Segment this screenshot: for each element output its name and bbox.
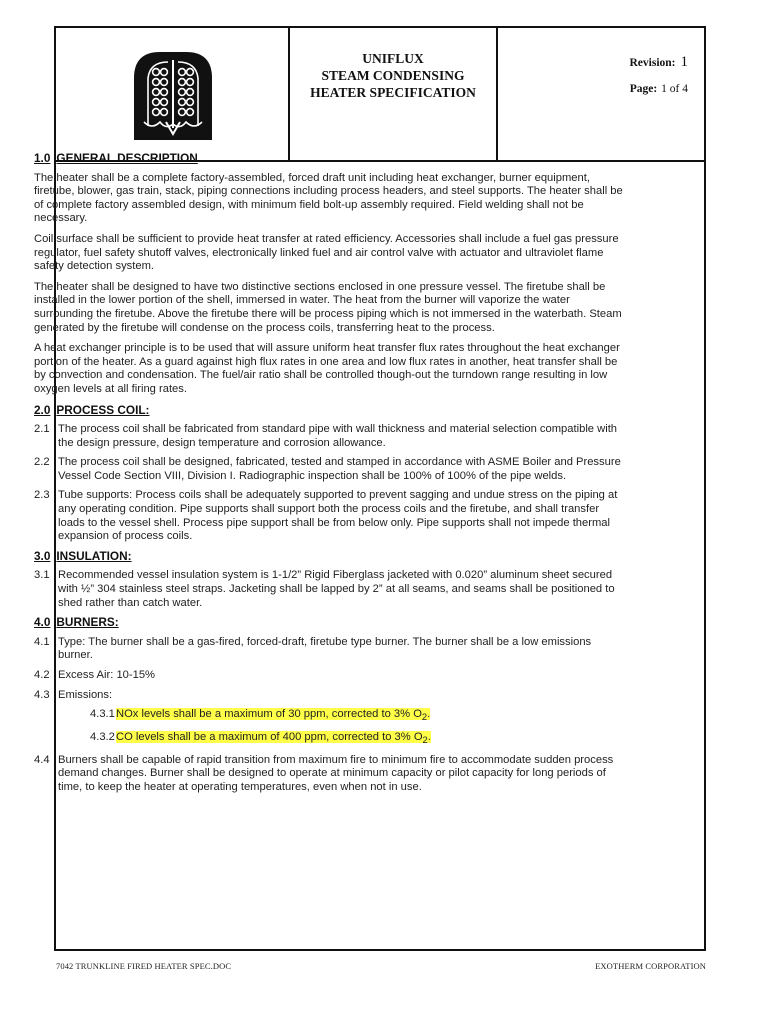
item-number: 3.1 bbox=[34, 569, 50, 582]
title-line-1: UNIFLUX bbox=[362, 51, 424, 66]
list-item bbox=[34, 569, 624, 610]
section-heading-burners bbox=[34, 616, 624, 630]
item-text: The process coil shall be fabricated from standard pipe with wall thickness and material selection compatible with the design pressure, design temperature and corrosion allowance. bbox=[58, 423, 618, 449]
item-text: NOx levels shall be a maximum of 30 ppm, corrected to 3% O bbox=[116, 708, 422, 721]
sub-list-item bbox=[34, 731, 624, 748]
item-text: Burners shall be capable of rapid transition from maximum fire to minimum fire to accommodate sudden process demand changes. Burner shall be designed to operate at minimum capacity or pilot capacity for long periods of time, to keep the heater at operating temperatures, even when not in use. bbox=[58, 753, 614, 794]
revision-value: 1 bbox=[680, 54, 688, 70]
item-number: 4.1 bbox=[34, 635, 50, 648]
list-item bbox=[34, 636, 624, 663]
paragraph: A heat exchanger principle is to be used that will assure uniform heat transfer flux rates throughout the heat exchanger portion of the heater. As a guard against high flux rates in one area and low flux rates in another, heat transfer shall be by convection and condensation. The fuel/air ratio shall be controlled though-out the turndown range resulting in low oxygen levels at all firing rates. bbox=[34, 342, 620, 395]
item-number: 4.2 bbox=[34, 669, 50, 681]
page-value: 1 of 4 bbox=[661, 83, 688, 95]
item-text: Type: The burner shall be a gas-fired, forced-draft, firetube type burner. The burner shall be a low emissions burner. bbox=[58, 635, 592, 662]
meta-cell bbox=[498, 28, 704, 160]
section-heading-process-coil bbox=[34, 404, 624, 418]
item-tail: . bbox=[427, 731, 431, 744]
coil-logo-icon bbox=[130, 48, 216, 144]
item-text: The process coil shall be designed, fabricated, tested and stamped in accordance with ASME Boiler and Pressure Vessel Code Section VIII, Division I. Radiographic inspection shall be 100% of 100% of the pipe welds. bbox=[58, 456, 621, 482]
section-title: BURNERS: bbox=[56, 615, 119, 630]
item-number: 2.3 bbox=[34, 489, 50, 502]
item-text: Recommended vessel insulation system is 1-1/2” Rigid Fiberglass jacketed with 0.020” aluminum sheet secured with ½” 304 stainless steel straps. Jacketing shall be lapped by 2” at all seams, and seams shall be positioned to shed rather than catch water. bbox=[58, 569, 615, 609]
footer-company: EXOTHERM CORPORATION bbox=[595, 961, 706, 971]
item-tail: . bbox=[427, 708, 431, 721]
footer-filename: 7042 TRUNKLINE FIRED HEATER SPEC.DOC bbox=[56, 961, 232, 971]
title-line-2: STEAM CONDENSING bbox=[321, 68, 465, 83]
highlighted-text bbox=[116, 731, 431, 746]
highlighted-text bbox=[116, 708, 431, 723]
list-item bbox=[34, 754, 624, 795]
paragraph: Coil surface shall be sufficient to provide heat transfer at rated efficiency. Accessories shall include a fuel gas pressure regulator, fuel safety shutoff valves, electronically linked fuel and air control valve with actuator and ultraviolet flame safety detection system. bbox=[34, 232, 619, 273]
title-cell bbox=[290, 28, 498, 160]
item-number: 4.3.1 bbox=[90, 708, 115, 721]
section-title: GENERAL DESCRIPTION bbox=[56, 151, 198, 165]
item-number: 2.2 bbox=[34, 456, 50, 469]
list-item bbox=[34, 489, 624, 543]
spec-header bbox=[56, 28, 704, 162]
section-number: 4.0 bbox=[34, 615, 51, 630]
subscript: 2 bbox=[421, 712, 428, 723]
list-item bbox=[34, 423, 624, 450]
section-title: INSULATION: bbox=[56, 548, 132, 563]
item-text: CO levels shall be a maximum of 400 ppm, corrected to 3% O bbox=[116, 731, 423, 744]
section-title: PROCESS COIL: bbox=[56, 402, 150, 417]
revision-label: Revision: bbox=[629, 57, 676, 69]
item-number: 4.3 bbox=[34, 688, 50, 701]
page-label: Page: bbox=[629, 83, 658, 95]
list-item bbox=[34, 669, 624, 683]
title-line-3: HEATER SPECIFICATION bbox=[310, 85, 476, 100]
paragraph: The heater shall be a complete factory-assembled, forced draft unit including heat exchanger, burner equipment, firetube, blower, gas train, stack, piping connections including process headers, and steel supports. The heater shall be of complete factory assembled design, with minimum field bolt-up assembly required. Field welding shall not be necessary. bbox=[34, 171, 623, 225]
subscript: 2 bbox=[422, 735, 428, 746]
paragraph: The heater shall be designed to have two distinctive sections enclosed in one pressure vessel. The firetube shall be installed in the lower portion of the shell, immersed in water. The heat from the burner will vaporize the water surrounding the firetube. Above the firetube there will be process piping which is not immersed in the waterbath. Steam generated by the firetube will condense on the process coils, transferring heat to the process. bbox=[34, 280, 622, 334]
revision-row bbox=[630, 54, 689, 71]
item-number: 4.3.2 bbox=[90, 731, 115, 744]
item-number: 2.1 bbox=[34, 423, 50, 436]
item-text: Tube supports: Process coils shall be adequately supported to prevent sagging and undue stress on the piping at any operating condition. Pipe supports shall support both the process coils and the firetube, and shall transfer loads to the vessel shell. Process pipe support shall be from below only. Pipe supports shall not impede thermal expansion of process coils. bbox=[58, 489, 618, 543]
section-number: 2.0 bbox=[34, 402, 51, 417]
section-number: 3.0 bbox=[34, 548, 51, 563]
page-row bbox=[630, 83, 688, 95]
logo-cell bbox=[56, 28, 290, 160]
list-item bbox=[34, 456, 624, 483]
item-number: 4.4 bbox=[34, 753, 50, 766]
section-heading-general bbox=[34, 152, 624, 166]
document-title bbox=[290, 50, 496, 101]
list-item bbox=[34, 689, 624, 703]
item-text: Emissions: bbox=[58, 688, 113, 701]
section-heading-insulation bbox=[34, 550, 624, 564]
item-text: Excess Air: 10-15% bbox=[58, 669, 155, 681]
sub-list-item bbox=[34, 708, 624, 725]
spec-content bbox=[34, 152, 624, 801]
section-number: 1.0 bbox=[34, 151, 51, 165]
